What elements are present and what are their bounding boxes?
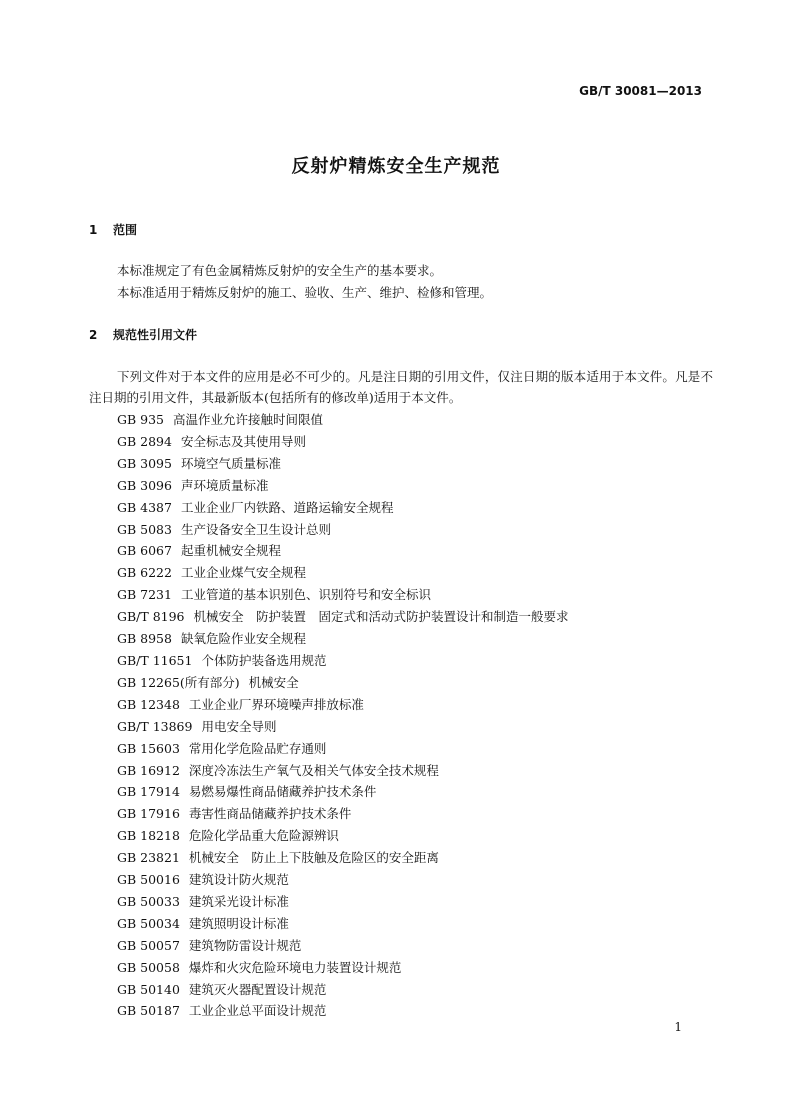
reference-item: [117, 1000, 569, 1022]
reference-code: GB 3095: [117, 455, 172, 471]
reference-item: [117, 628, 569, 650]
reference-item: [117, 935, 569, 957]
reference-title: 起重机械安全规程: [180, 543, 281, 559]
reference-title: 安全标志及其使用导则: [180, 433, 306, 449]
reference-code: GB 50187: [117, 1003, 180, 1019]
reference-title: 工业企业厂内铁路、道路运输安全规程: [180, 499, 394, 515]
reference-item: [117, 760, 569, 782]
document-title: 反射炉精炼安全生产规范: [291, 156, 501, 177]
reference-title: 个体防护装备选用规范: [201, 652, 327, 668]
reference-code: GB/T 13869: [117, 718, 193, 734]
reference-list: [117, 409, 569, 1022]
reference-code: GB 23821: [117, 850, 180, 866]
reference-code: GB 8958: [117, 631, 172, 647]
reference-title: 易燃易爆性商品储藏养护技术条件: [188, 784, 377, 800]
reference-title: 机械安全 防止上下肢触及危险区的安全距离: [188, 850, 439, 866]
reference-code: GB 6067: [117, 543, 172, 559]
reference-item: [117, 825, 569, 847]
standard-code: GB/T 30081—2013: [579, 84, 702, 98]
reference-title: 建筑灭火器配置设计规范: [188, 981, 327, 997]
reference-title: 建筑照明设计标准: [188, 915, 289, 931]
reference-item: [117, 979, 569, 1001]
reference-item: [117, 891, 569, 913]
reference-title: 常用化学危险品贮存通则: [188, 740, 327, 756]
reference-code: GB 7231: [117, 587, 172, 603]
reference-code: GB 5083: [117, 521, 172, 537]
page-number: 1: [674, 1020, 682, 1034]
section-2-heading: [89, 326, 197, 343]
reference-title: 机械安全 防护装置 固定式和活动式防护装置设计和制造一般要求: [193, 609, 569, 625]
reference-title: 生产设备安全卫生设计总则: [180, 521, 331, 537]
reference-item: [117, 672, 569, 694]
reference-item: [117, 913, 569, 935]
reference-title: 深度冷冻法生产氧气及相关气体安全技术规程: [188, 762, 439, 778]
reference-code: GB 4387: [117, 499, 172, 515]
reference-title: 建筑设计防火规范: [188, 872, 289, 888]
reference-title: 建筑采光设计标准: [188, 893, 289, 909]
reference-code: GB 50057: [117, 937, 180, 953]
section-number: 1: [89, 223, 98, 237]
reference-title: 工业企业煤气安全规程: [180, 565, 306, 581]
reference-item: [117, 497, 569, 519]
reference-title: 毒害性商品储藏养护技术条件: [188, 806, 352, 822]
reference-code: GB/T 8196: [117, 609, 185, 625]
reference-item: [117, 540, 569, 562]
reference-item: [117, 781, 569, 803]
reference-item: [117, 957, 569, 979]
reference-item: [117, 431, 569, 453]
reference-title: 声环境质量标准: [180, 477, 269, 493]
reference-code: GB 17916: [117, 806, 180, 822]
reference-item: [117, 409, 569, 431]
reference-item: [117, 453, 569, 475]
reference-item: [117, 606, 569, 628]
reference-title: 用电安全导则: [201, 718, 277, 734]
reference-title: 工业企业总平面设计规范: [188, 1003, 327, 1019]
reference-code: GB 17914: [117, 784, 180, 800]
reference-title: 危险化学品重大危险源辨识: [188, 828, 339, 844]
section-1-heading: [89, 221, 137, 238]
reference-title: 高温作业允许接触时间限值: [173, 412, 324, 427]
reference-item: [117, 694, 569, 716]
reference-item: [117, 803, 569, 825]
section-1-paragraph: 本标准适用于精炼反射炉的施工、验收、生产、维护、检修和管理。: [117, 285, 493, 300]
reference-code: GB 50016: [117, 872, 180, 888]
reference-item: [117, 847, 569, 869]
reference-code: GB 6222: [117, 565, 172, 581]
reference-code: GB 12348: [117, 696, 180, 712]
reference-item: [117, 475, 569, 497]
reference-code: GB 2894: [117, 433, 172, 449]
reference-title: 工业企业厂界环境噪声排放标准: [188, 696, 364, 712]
reference-title: 建筑物防雷设计规范: [188, 937, 302, 953]
reference-code: GB 50033: [117, 893, 180, 909]
reference-code: GB 50140: [117, 981, 180, 997]
reference-title: 机械安全: [248, 674, 299, 690]
section-number: 2: [89, 328, 98, 342]
reference-item: [117, 519, 569, 541]
section-title: 范围: [113, 223, 138, 237]
reference-item: [117, 584, 569, 606]
reference-code: GB 12265(所有部分): [117, 674, 240, 690]
reference-code: GB 50058: [117, 959, 180, 975]
reference-item: [117, 869, 569, 891]
reference-code: GB 50034: [117, 915, 180, 931]
reference-item: [117, 650, 569, 672]
reference-code: GB 18218: [117, 828, 180, 844]
reference-item: [117, 738, 569, 760]
reference-title: 缺氧危险作业安全规程: [180, 631, 306, 647]
reference-title: 工业管道的基本识别色、识别符号和安全标识: [180, 587, 431, 603]
reference-title: 环境空气质量标准: [180, 455, 281, 471]
section-2-intro: 下列文件对于本文件的应用是必不可少的。凡是注日期的引用文件，仅注日期的版本适用于本文件。凡是不注日期的引用文件，其最新版本(包括所有的修改单)适用于本文件。: [89, 369, 713, 405]
reference-item: [117, 716, 569, 738]
reference-code: GB/T 11651: [117, 652, 193, 668]
reference-code: GB 935: [117, 412, 165, 427]
reference-code: GB 16912: [117, 762, 180, 778]
reference-code: GB 15603: [117, 740, 180, 756]
section-title: 规范性引用文件: [113, 328, 198, 342]
reference-title: 爆炸和火灾危险环境电力装置设计规范: [188, 959, 402, 975]
reference-item: [117, 562, 569, 584]
reference-code: GB 3096: [117, 477, 172, 493]
section-1-paragraph: 本标准规定了有色金属精炼反射炉的安全生产的基本要求。: [117, 263, 443, 278]
